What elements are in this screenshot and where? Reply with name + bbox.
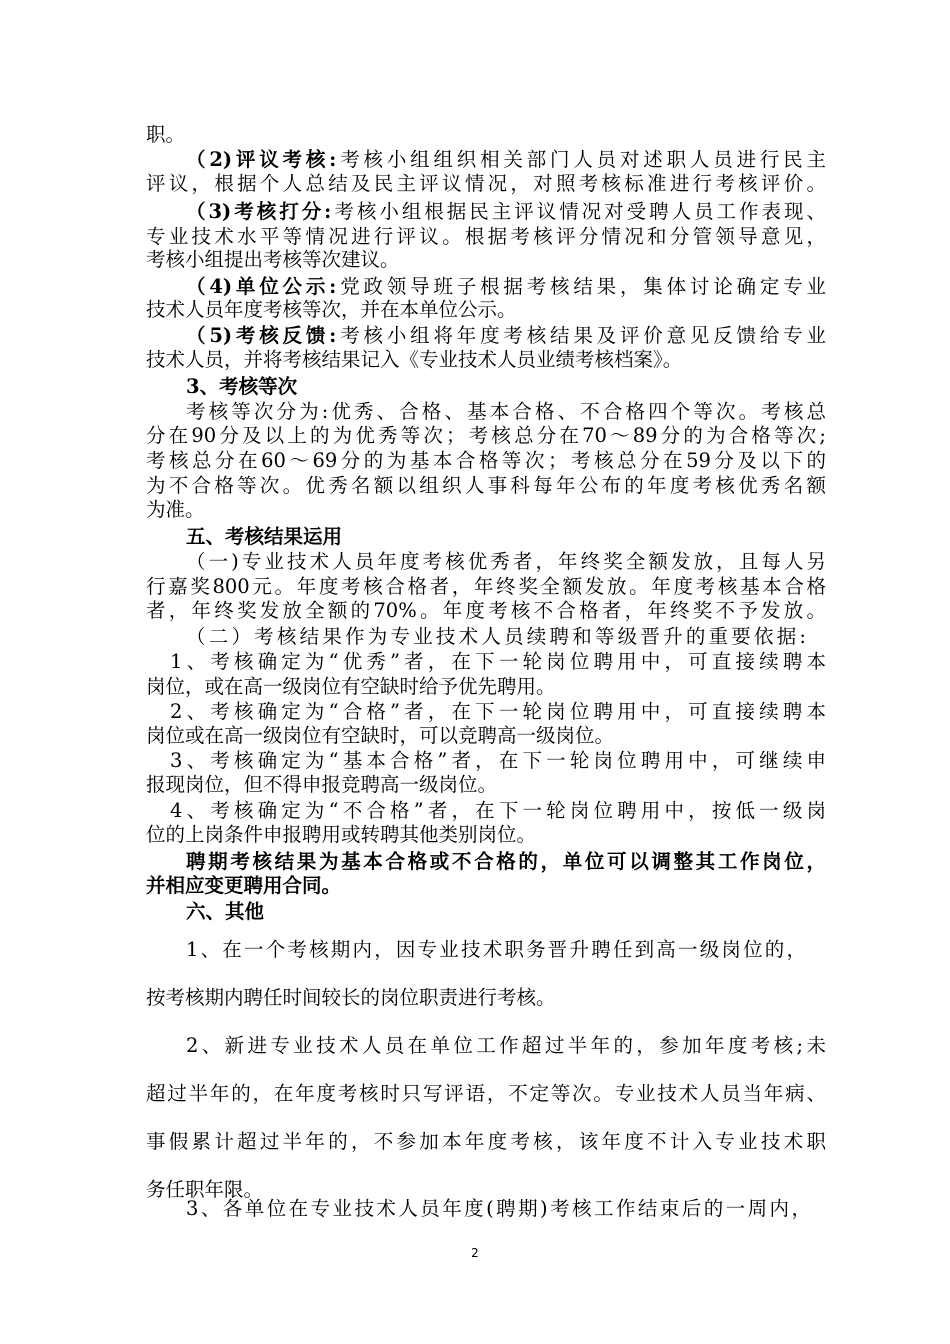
text-line: 分在90分及以上的为优秀等次；考核总分在70～89分的为合格等次; (146, 424, 826, 447)
step-item (186, 200, 826, 224)
step-text: 考核小组将年度考核结果及评价意见反馈给专业 (336, 324, 826, 347)
step-label: （3)考核打分: (186, 200, 332, 223)
bold-notice: 聘期考核结果为基本合格或不合格的，单位可以调整其工作岗位， (186, 850, 826, 873)
heading-section-5: 五、考核结果运用 (186, 525, 343, 548)
step-item (186, 324, 826, 348)
step-item (186, 275, 826, 299)
text-line: （一)专业技术人员年度考核优秀者，年终奖全额发放，且每人另 (186, 550, 826, 573)
text-line: 专业技术水平等情况进行评议。根据考核评分情况和分管领导意见， (146, 225, 826, 248)
text-line: 为不合格等次。优秀名额以组织人事科每年公布的年度考核优秀名额 (146, 474, 826, 497)
text-line: 岗位，或在高一级岗位有空缺时给予优先聘用。 (146, 675, 556, 698)
text-line: 报现岗位，但不得申报竞聘高一级岗位。 (146, 773, 498, 796)
step-text: 党政领导班子根据考核结果，集体讨论确定专业 (336, 275, 826, 298)
bold-notice: 并相应变更聘用合同。 (146, 874, 342, 897)
text-line: 事假累计超过半年的，不参加本年度考核，该年度不计入专业技术职 (146, 1130, 826, 1153)
text-line: 评议，根据个人总结及民主评议情况，对照考核标准进行考核评价。 (146, 172, 826, 195)
text-line: 职。 (146, 123, 186, 146)
text-line: 务任职年限。 (146, 1178, 264, 1201)
text-line: 超过半年的，在年度考核时只写评语，不定等次。专业技术人员当年病、 (146, 1082, 826, 1105)
step-label: （2)评议考核: (186, 148, 337, 171)
heading-grades: 3、考核等次 (186, 375, 298, 398)
list-item: 1、考核确定为“优秀”者，在下一轮岗位聘用中，可直接续聘本 (170, 650, 826, 673)
text-line: 者，年终奖发放全额的70%。年度考核不合格者，年终奖不予发放。 (146, 599, 826, 622)
text-line: 为准。 (146, 498, 205, 521)
heading-section-6: 六、其他 (186, 900, 265, 923)
text-line: 1、在一个考核期内，因专业技术职务晋升聘任到高一级岗位的， (186, 938, 806, 961)
text-line: 行嘉奖800元。年度考核合格者，年终奖全额发放。年度考核基本合格 (146, 575, 826, 598)
step-item (186, 148, 826, 172)
text-line: 岗位或在高一级岗位有空缺时，可以竞聘高一级岗位。 (146, 724, 615, 747)
step-text: 考核小组组织相关部门人员对述职人员进行民主 (336, 148, 826, 171)
page-number: 2 (471, 1246, 479, 1260)
step-text: 考核小组根据民主评议情况对受聘人员工作表现、 (331, 200, 826, 223)
step-label: （4)单位公示: (186, 275, 337, 298)
step-label: （5)考核反馈: (186, 324, 337, 347)
list-item: 2、考核确定为“合格”者，在下一轮岗位聘用中，可直接续聘本 (170, 700, 826, 723)
text-line: （二）考核结果作为专业技术人员续聘和等级晋升的重要依据: (186, 625, 806, 648)
text-line: 按考核期内聘任时间较长的岗位职责进行考核。 (146, 986, 556, 1009)
text-line: 技术人员年度考核等次，并在本单位公示。 (146, 298, 517, 321)
text-line: 2、新进专业技术人员在单位工作超过半年的，参加年度考核;未 (186, 1034, 826, 1057)
text-line: 3、各单位在专业技术人员年度(聘期)考核工作结束后的一周内， (186, 1197, 811, 1220)
list-item: 3、考核确定为“基本合格”者，在下一轮岗位聘用中，可继续申 (170, 749, 826, 772)
text-line: 位的上岗条件申报聘用或转聘其他类别岗位。 (146, 823, 537, 846)
text-line: 技术人员，并将考核结果记入《专业技术人员业绩考核档案》。 (146, 348, 683, 371)
text-line: 考核总分在60～69分的为基本合格等次；考核总分在59分及以下的 (146, 449, 826, 472)
text-line: 考核小组提出考核等次建议。 (146, 248, 400, 271)
text-line: 考核等次分为:优秀、合格、基本合格、不合格四个等次。考核总 (186, 400, 826, 423)
list-item: 4、考核确定为“不合格”者，在下一轮岗位聘用中，按低一级岗 (170, 799, 826, 822)
